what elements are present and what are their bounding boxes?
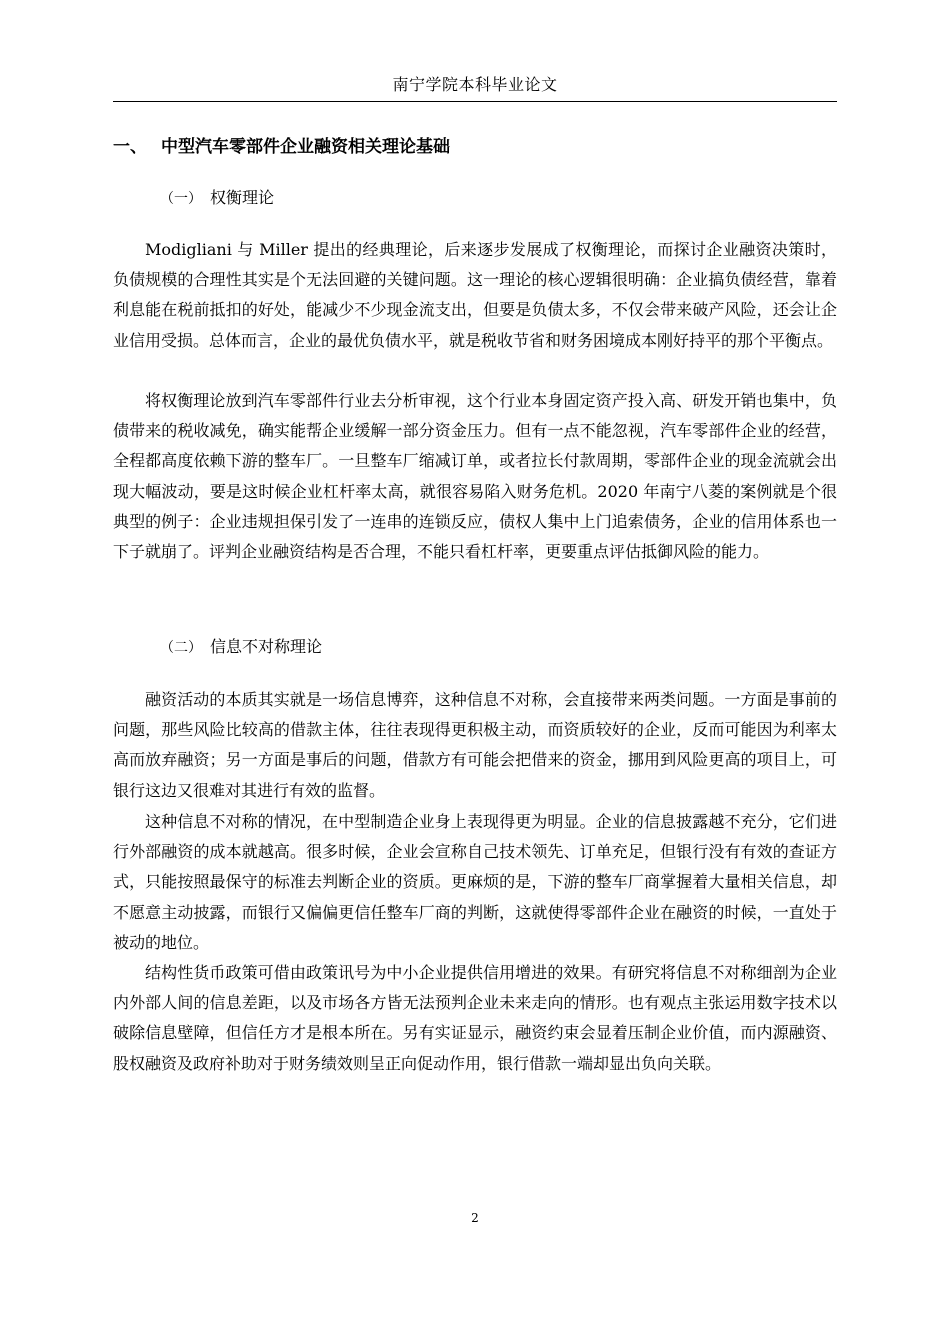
section-number: （一） bbox=[160, 191, 202, 207]
chapter-number: 一、 bbox=[113, 137, 147, 157]
chapter-title bbox=[113, 133, 837, 161]
header-rule bbox=[113, 101, 837, 102]
running-header: 南宁学院本科毕业论文 bbox=[392, 75, 558, 94]
paragraph: 融资活动的本质其实就是一场信息博弈，这种信息不对称，会直接带来两类问题。一方面是事前的问题，那些风险比较高的借款主体，往往表现得更积极主动，而资质较好的企业，反而可能因为利率太高而放弃融资；另一方面是事后的问题，借款方有可能会把借来的资金，挪用到风险更高的项目上，可银行这边又很难对其进行有效的监督。 bbox=[113, 690, 837, 800]
section-title-information-asymmetry bbox=[160, 633, 837, 662]
section-title-tradeoff bbox=[160, 184, 837, 213]
paragraph: 这种信息不对称的情况，在中型制造企业身上表现得更为明显。企业的信息披露越不充分，它们进行外部融资的成本就越高。很多时候，企业会宣称自己技术领先、订单充足，但银行没有有效的查证方式，只能按照最保守的标准去判断企业的资质。更麻烦的是，下游的整车厂商掌握着大量相关信息，却不愿意主动披露，而银行又偏偏更信任整车厂商的判断，这就使得零部件企业在融资的时候，一直处于被动的地位。 bbox=[113, 812, 837, 952]
paragraph: Modigliani 与 Miller 提出的经典理论，后来逐步发展成了权衡理论，而探讨企业融资决策时，负债规模的合理性其实是个无法回避的关键问题。这一理论的核心逻辑很明确：企业搞负债经营，靠着利息能在税前抵扣的好处，能减少不少现金流支出，但要是负债太多，不仅会带来破产风险，还会让企业信用受损。总体而言，企业的最优负债水平，就是税收节省和财务困境成本刚好持平的那个平衡点。 bbox=[113, 240, 837, 350]
page-number: 2 bbox=[471, 1211, 479, 1225]
paragraph: 将权衡理论放到汽车零部件行业去分析审视，这个行业本身固定资产投入高、研发开销也集中，负债带来的税收减免，确实能帮企业缓解一部分资金压力。但有一点不能忽视，汽车零部件企业的经营，全程都高度依赖下游的整车厂。一旦整车厂缩减订单，或者拉长付款周期，零部件企业的现金流就会出现大幅波动，要是这时候企业杠杆率太高，就很容易陷入财务危机。2020 年南宁八菱的案例就是个很典型的例子：企业违规担保引发了一连串的连锁反应，债权人集中上门追索债务，企业的信用体系也一下子就崩了。评判企业融资结构是否合理，不能只看杠杆率，更要重点评估抵御风险的能力。 bbox=[113, 391, 837, 562]
chapter-title-text: 中型汽车零部件企业融资相关理论基础 bbox=[161, 137, 450, 157]
section-number: （二） bbox=[160, 640, 202, 656]
section-title-text: 权衡理论 bbox=[210, 188, 275, 207]
paragraph: 结构性货币政策可借由政策讯号为中小企业提供信用增进的效果。有研究将信息不对称细剖为企业内外部人间的信息差距，以及市场各方皆无法预判企业未来走向的情形。也有观点主张运用数字技术以破除信息壁障，但信任方才是根本所在。另有实证显示，融资约束会显着压制企业价值，而内源融资、股权融资及政府补助对于财务绩效则呈正向促动作用，银行借款一端却显出负向关联。 bbox=[113, 963, 837, 1073]
section-title-text: 信息不对称理论 bbox=[210, 637, 323, 656]
